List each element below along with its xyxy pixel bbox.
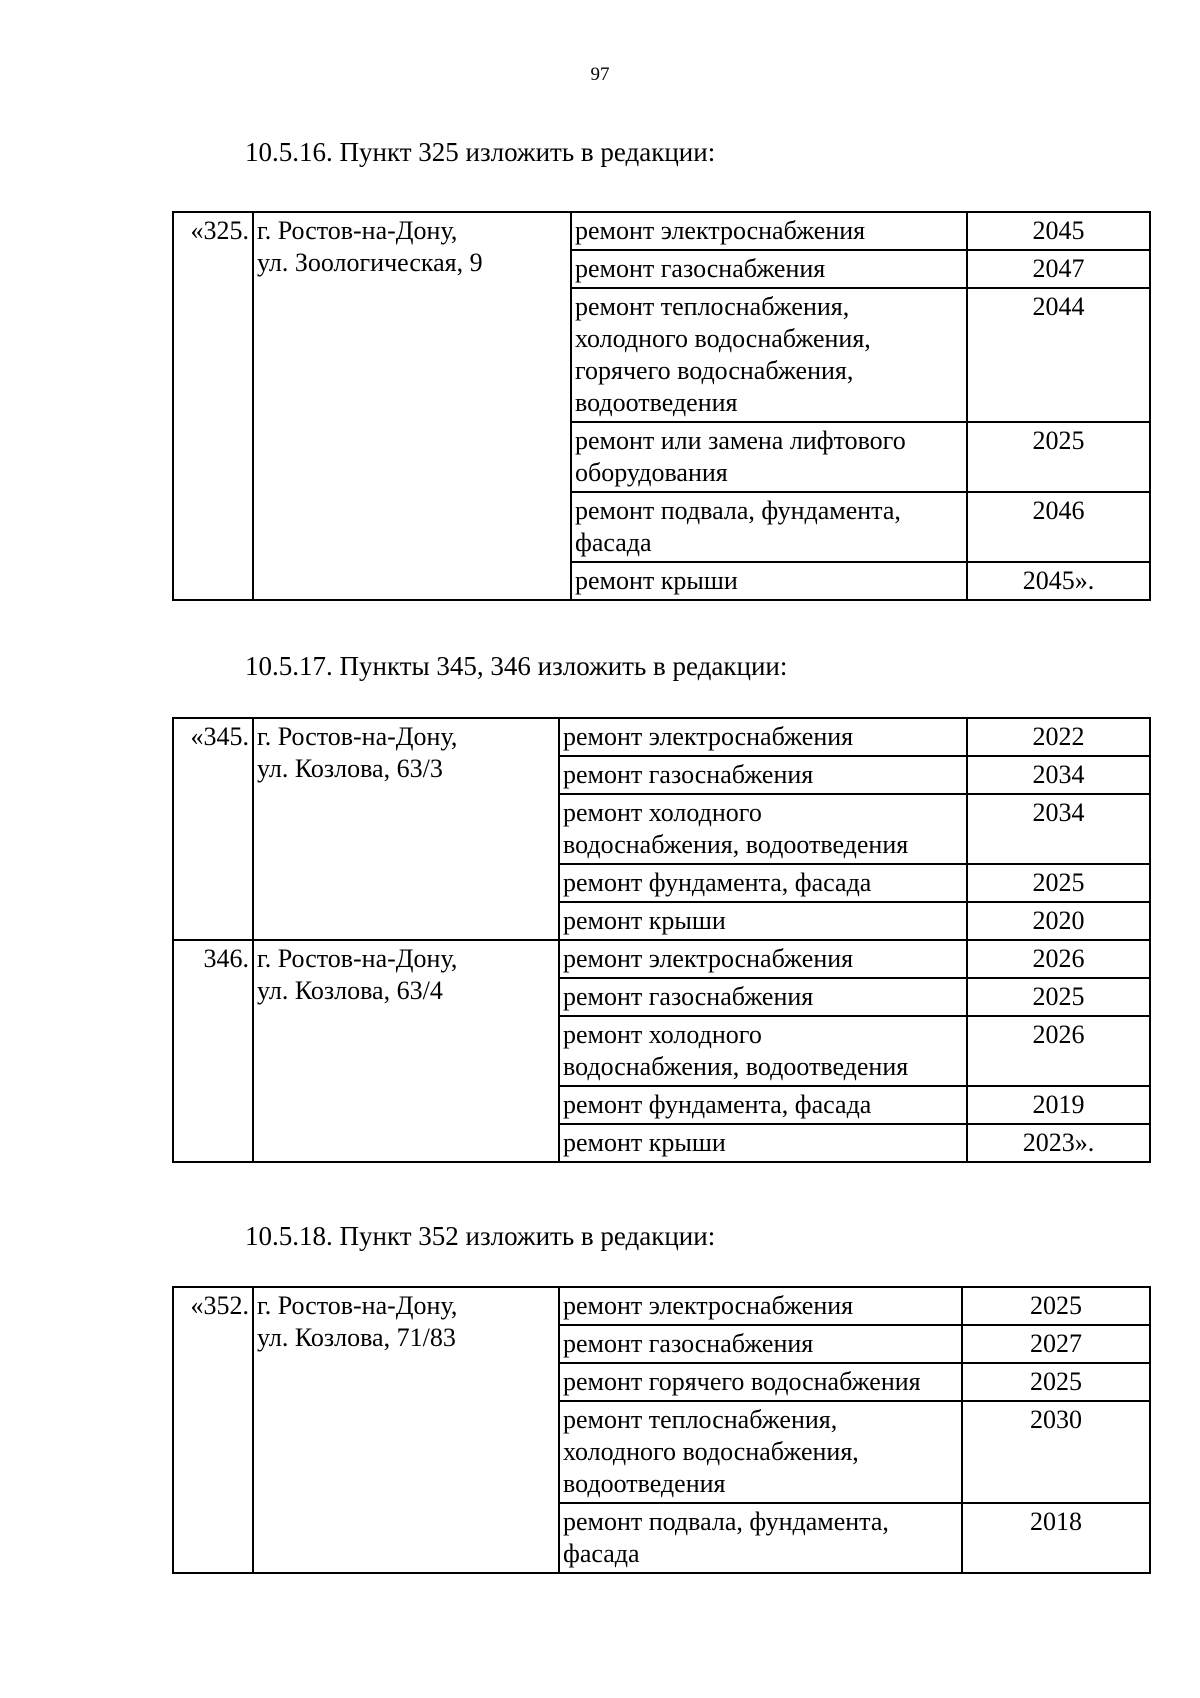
work-year: 2025 [967, 422, 1150, 492]
work-type [559, 794, 967, 864]
item-address [253, 940, 559, 1162]
work-year: 2034 [967, 794, 1150, 864]
address-line: г. Ростов-на-Дону, [257, 722, 458, 751]
address-line: г. Ростов-на-Дону, [257, 216, 458, 245]
work-year: 2046 [967, 492, 1150, 562]
item-number: «325. [173, 212, 253, 600]
table-row [173, 718, 1150, 756]
work-year: 2034 [967, 756, 1150, 794]
amendment-table [172, 1286, 1151, 1574]
work-type [571, 422, 967, 492]
work-year: 2022 [967, 718, 1150, 756]
table-row [173, 940, 1150, 978]
amendment-table [172, 211, 1151, 601]
address-line: ул. Козлова, 63/3 [257, 754, 443, 783]
work-type [571, 212, 967, 250]
work-year: 2025 [962, 1363, 1150, 1401]
work-type [559, 1401, 962, 1503]
work-type [559, 1503, 962, 1573]
work-year: 2023». [967, 1124, 1150, 1162]
work-year: 2025 [967, 978, 1150, 1016]
item-number: 346. [173, 940, 253, 1162]
work-line: ремонт холодного [563, 798, 762, 827]
item-number: «345. [173, 718, 253, 940]
work-line: оборудования [575, 458, 728, 487]
work-type [559, 902, 967, 940]
work-type [559, 978, 967, 1016]
work-year: 2019 [967, 1086, 1150, 1124]
address-line: ул. Зоологическая, 9 [257, 248, 483, 277]
work-type [559, 756, 967, 794]
work-line: водоотведения [575, 388, 738, 417]
page-number: 97 [590, 64, 610, 85]
work-line: водоотведения [563, 1469, 726, 1498]
work-year: 2026 [967, 1016, 1150, 1086]
work-year: 2030 [962, 1401, 1150, 1503]
work-line: ремонт теплоснабжения, [575, 292, 850, 321]
work-line: ремонт крыши [563, 906, 726, 935]
work-year: 2027 [962, 1325, 1150, 1363]
work-line: водоснабжения, водоотведения [563, 830, 909, 859]
work-line: ремонт подвала, фундамента, [563, 1507, 889, 1536]
work-type [571, 250, 967, 288]
work-type [571, 562, 967, 600]
item-address [253, 212, 571, 600]
work-year: 2025 [962, 1287, 1150, 1325]
work-year: 2047 [967, 250, 1150, 288]
address-line: ул. Козлова, 63/4 [257, 976, 443, 1005]
work-line: ремонт электроснабжения [563, 944, 854, 973]
work-line: ремонт газоснабжения [563, 1329, 814, 1358]
work-type [559, 864, 967, 902]
work-line: горячего водоснабжения, [575, 356, 854, 385]
work-line: ремонт подвала, фундамента, [575, 496, 901, 525]
work-year: 2026 [967, 940, 1150, 978]
table-row [173, 212, 1150, 250]
section-heading: 10.5.17. Пункты 345, 346 изложить в редакции: [245, 651, 788, 681]
item-number: «352. [173, 1287, 253, 1573]
work-year: 2018 [962, 1503, 1150, 1573]
work-type [559, 1325, 962, 1363]
section-heading: 10.5.16. Пункт 325 изложить в редакции: [245, 137, 716, 167]
work-line: ремонт электроснабжения [563, 722, 854, 751]
table-row [173, 1287, 1150, 1325]
item-address [253, 718, 559, 940]
address-line: г. Ростов-на-Дону, [257, 944, 458, 973]
work-type [559, 1086, 967, 1124]
work-line: ремонт крыши [575, 566, 738, 595]
work-line: ремонт электроснабжения [563, 1291, 854, 1320]
work-year: 2020 [967, 902, 1150, 940]
work-type [559, 1124, 967, 1162]
work-line: ремонт газоснабжения [563, 760, 814, 789]
work-line: фасада [563, 1539, 640, 1568]
work-line: ремонт газоснабжения [563, 982, 814, 1011]
address-line: ул. Козлова, 71/83 [257, 1323, 456, 1352]
work-line: ремонт фундамента, фасада [563, 868, 872, 897]
work-line: ремонт или замена лифтового [575, 426, 906, 455]
work-line: ремонт горячего водоснабжения [563, 1367, 921, 1396]
work-year: 2025 [967, 864, 1150, 902]
work-year: 2045». [967, 562, 1150, 600]
work-type [559, 1363, 962, 1401]
address-line: г. Ростов-на-Дону, [257, 1291, 458, 1320]
work-line: ремонт теплоснабжения, [563, 1405, 838, 1434]
work-line: фасада [575, 528, 652, 557]
work-line: водоснабжения, водоотведения [563, 1052, 909, 1081]
work-year: 2044 [967, 288, 1150, 422]
work-type [559, 1287, 962, 1325]
work-line: холодного водоснабжения, [575, 324, 871, 353]
amendment-table [172, 717, 1151, 1163]
work-type [559, 940, 967, 978]
work-type [559, 718, 967, 756]
work-line: холодного водоснабжения, [563, 1437, 859, 1466]
work-line: ремонт электроснабжения [575, 216, 866, 245]
work-type [571, 288, 967, 422]
work-type [571, 492, 967, 562]
work-line: ремонт холодного [563, 1020, 762, 1049]
work-line: ремонт фундамента, фасада [563, 1090, 872, 1119]
work-line: ремонт газоснабжения [575, 254, 826, 283]
work-line: ремонт крыши [563, 1128, 726, 1157]
work-year: 2045 [967, 212, 1150, 250]
section-heading: 10.5.18. Пункт 352 изложить в редакции: [245, 1221, 716, 1251]
work-type [559, 1016, 967, 1086]
item-address [253, 1287, 559, 1573]
